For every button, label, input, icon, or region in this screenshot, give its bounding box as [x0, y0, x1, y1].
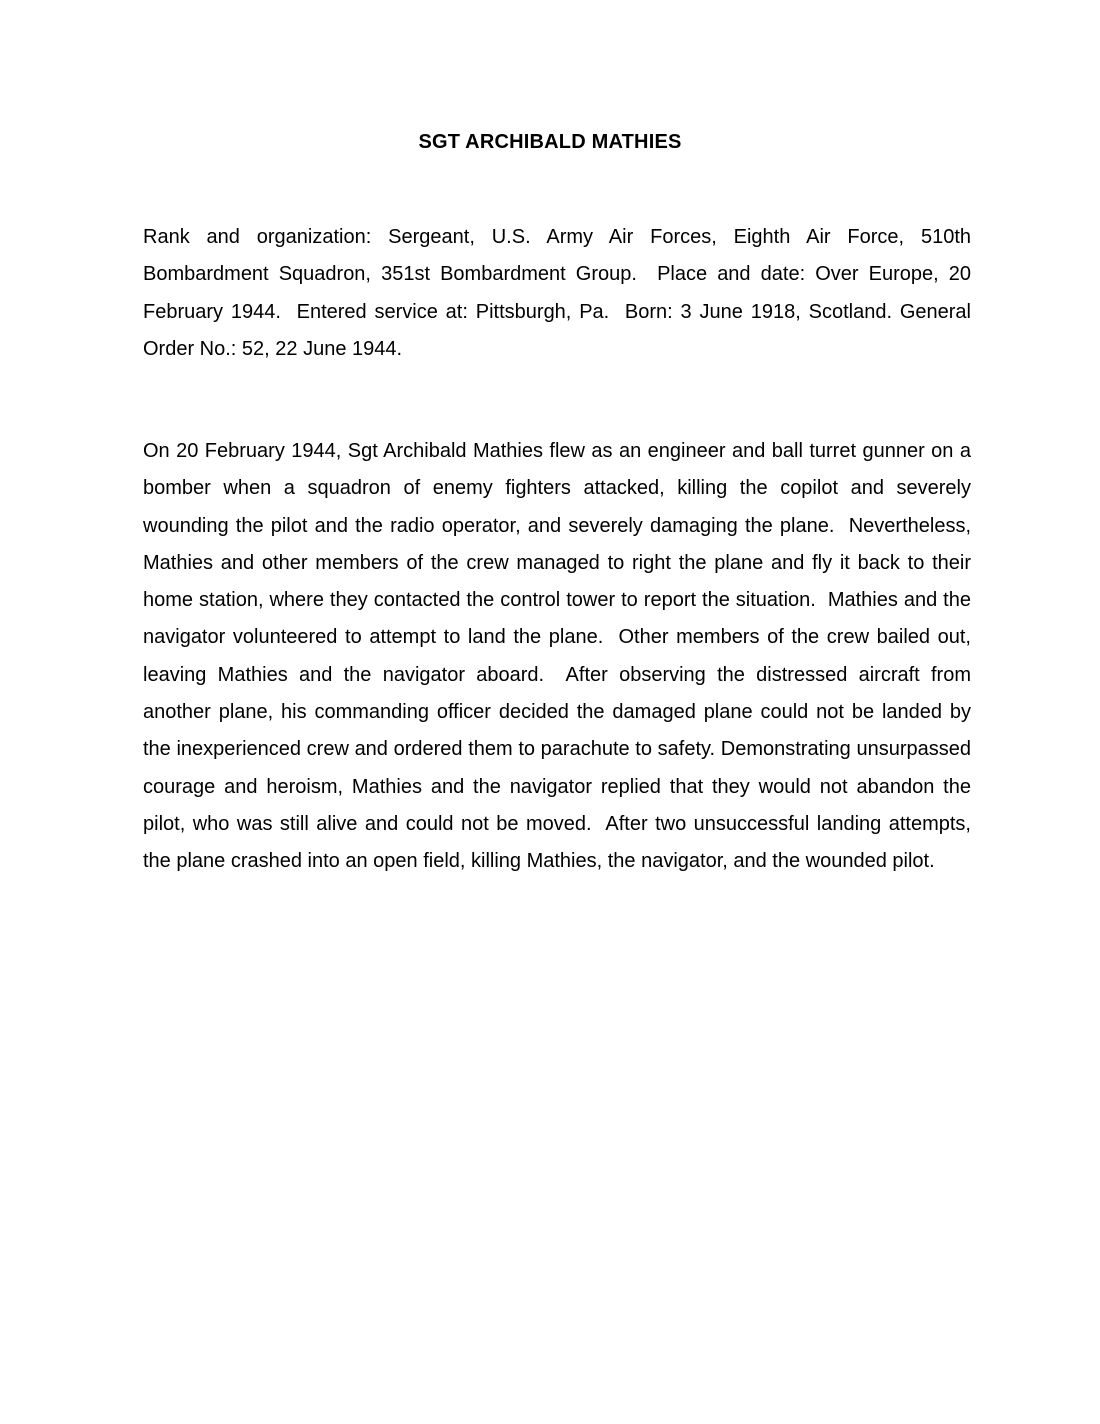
rank-and-organization-paragraph: Rank and organization: Sergeant, U.S. Army Air Forces, Eighth Air Force, 510th Bombardment Squadron, 351st Bombardment Group. Place and date: Over Europe, 20 February 1944. Entered service at: Pittsburgh, Pa. Born: 3 June 1918, Scotland. General Order No.: 52, 22 June 1944. [143, 226, 977, 360]
document-title: SGT ARCHIBALD MATHIES [418, 131, 682, 153]
citation-paragraph: On 20 February 1944, Sgt Archibald Mathies flew as an engineer and ball turret gunner on a bomber when a squadron of enemy fighters attacked, killing the copilot and severely wounding the pilot and the radio operator, and severely damaging the plane. Nevertheless, Mathies and other members of the crew managed to right the plane and fly it back to their home station, where they contacted the control tower to report the situation. Mathies and the navigator volunteered to attempt to land the plane. Other members of the crew bailed out, leaving Mathies and the navigator aboard. After observing the distressed aircraft from another plane, his commanding officer decided the damaged plane could not be landed by the inexperienced crew and ordered them to parachute to safety. Demonstrating unsurpassed courage and heroism, Mathies and the navigator replied that they would not abandon the pilot, who was still alive and could not be moved. After two unsuccessful landing attempts, the plane crashed into an open field, killing Mathies, the navigator, and the wounded pilot. [143, 440, 977, 873]
